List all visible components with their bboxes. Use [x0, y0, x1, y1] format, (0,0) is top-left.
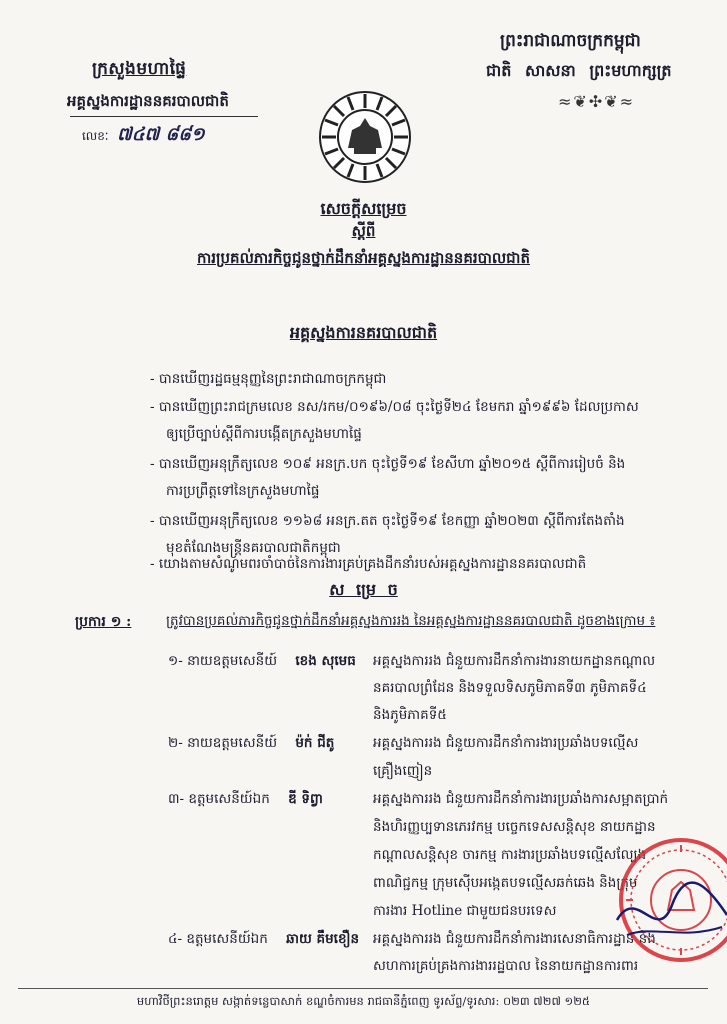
preamble-line: - យោងតាមសំណូមពរចាំបាច់នៃការងារគ្រប់គ្រងដឹកនាំរបស់អគ្គស្នងការដ្ឋាននគរបាលជាតិ	[150, 556, 587, 572]
document-type: សេចក្តីសម្រេច	[320, 199, 407, 218]
signature-icon	[612, 865, 727, 955]
role-line: ការងារ Hotline ជាមួយជនបរទេស	[373, 903, 557, 919]
role-line: គ្រឿងញៀន	[373, 763, 433, 779]
assignee-rank: ៣- ឧត្តមសេនីយ៍ឯក	[168, 791, 270, 807]
department-name: អគ្គស្នងការដ្ឋាននគរបាលជាតិ	[67, 92, 229, 110]
assignee-rank: ១- នាយឧត្តមសេនីយ៍	[168, 653, 278, 669]
preamble-line: - បានឃើញអនុក្រឹត្យលេខ ១១៦៨ អនក្រ.តត ចុះថ្ងៃទី១៩ ខែកញ្ញា ឆ្នាំ២០២៣ ស្តីពីការតែងតាំង	[150, 513, 625, 529]
national-motto: ជាតិ សាសនា ព្រះមហាក្សត្រ	[486, 61, 672, 80]
assignee-name	[168, 652, 356, 672]
preamble-line: - បានឃើញអនុក្រឹត្យលេខ ១០៩ អនក្រ.បក ចុះថ្ងៃទី១៩ ខែសីហា ឆ្នាំ២០១៥ ស្តីពីការរៀបចំ និង	[150, 456, 626, 472]
police-emblem-icon	[318, 90, 412, 184]
role-line: និងភូមិភាគទី៥	[373, 707, 447, 723]
assignee-rank: ២- នាយឧត្តមសេនីយ៍	[168, 735, 278, 751]
preamble-line: - បានឃើញរដ្ឋធម្មនុញ្ញនៃព្រះរាជាណាចក្រកម្ពុជា	[150, 371, 387, 387]
about-label: ស្តីពី	[351, 222, 376, 240]
assignee-fullname: ម៉ក់ ជីតូ	[295, 735, 335, 751]
number-value: ៧៤៧ ៨៨១	[116, 124, 205, 145]
preamble-line: ការប្រព្រឹត្តទៅនៃក្រសួងមហាផ្ទៃ	[166, 483, 320, 499]
role-line: និងហិរញ្ញប្បទានភេរវកម្ម បច្ចេកទេសសន្តិសុខ នាយកដ្ឋាន	[373, 819, 656, 835]
role-line: អគ្គស្នងការរង ជំនួយការដឹកនាំការងារប្រឆាំងការសម្អាតប្រាក់	[373, 791, 669, 807]
assignee-name	[168, 930, 359, 950]
number-label: លេខៈ	[82, 129, 109, 143]
preamble-line: ឲ្យប្រើច្បាប់ស្តីពីការបង្កើតក្រសួងមហាផ្ទៃ	[166, 426, 362, 442]
header-divider	[70, 116, 258, 117]
reference-number	[82, 122, 205, 149]
footer-address: មហាវិថីព្រះនរោត្តម សង្កាត់ទន្លេបាសាក់ ខណ្ឌចំការមន រាជធានីភ្នំពេញ ទូរស័ព្ទ/ទូរសារ: ០២៣ ៧២៧ ១២៥	[136, 994, 591, 1008]
assignee-rank: ៤- ឧត្តមសេនីយ៍ឯក	[168, 931, 268, 947]
preamble-line: - បានឃើញព្រះរាជក្រមលេខ នស/រកម/០១៩៦/០៨ ចុះថ្ងៃទី២៤ ខែមករា ឆ្នាំ១៩៩៦ ដែលប្រកាស	[150, 399, 639, 415]
role-line: អគ្គស្នងការរង ជំនួយការដឹកនាំការងារនាយកដ្ឋានកណ្តាល	[373, 653, 656, 669]
footer-divider	[18, 988, 708, 989]
ministry-name: ក្រសួងមហាផ្ទៃ	[92, 59, 187, 79]
assignee-fullname: ឆាយ គឹមខឿន	[286, 931, 360, 947]
role-line: សហការគ្រប់គ្រងការងាររដ្ឋបាល នៃនាយកដ្ឋានការពារ	[373, 958, 639, 974]
role-line: អគ្គស្នងការរង ជំនួយការដឹកនាំការងារប្រឆាំងបទល្មើស	[373, 735, 639, 751]
assignee-name	[168, 734, 334, 754]
article-label: ប្រការ ១ :	[75, 614, 132, 630]
assignee-fullname: ឌី ទិព្វា	[288, 791, 323, 807]
kingdom-name: ព្រះរាជាណាចក្រកម្ពុជា	[500, 31, 641, 51]
role-line: នគរបាលព្រំដែន និងទទួលទិសភូមិភាគទី៣ ភូមិភាគទី៤	[373, 680, 647, 696]
document-subject: ការប្រគល់ភារកិច្ចជូនថ្នាក់ដឹកនាំអគ្គស្នងការដ្ឋាននគរបាលជាតិ	[197, 249, 530, 267]
decision-heading: ស ម្រេ ច	[329, 580, 398, 599]
preamble-line: មុខតំណែងមន្ត្រីនគរបាលជាតិកម្ពុជា	[166, 540, 341, 556]
role-line: កណ្តាលសន្តិសុខ ចារកម្ម ការងារប្រឆាំងបទល្មើសល្បែង	[373, 847, 647, 863]
assignee-name	[168, 790, 323, 810]
ornament-divider: ≈❦✣❦≈	[558, 92, 636, 111]
role-line: អគ្គស្នងការរង ជំនួយការដឹកនាំការងារសេនាធិការដ្ឋាន និង	[373, 931, 656, 947]
issuer-title: អគ្គស្នងការនគរបាលជាតិ	[289, 323, 438, 342]
role-line: ពាណិជ្ជកម្ម ក្រុមស៊ើបអង្កេតបទល្មើសឆក់ឆេង និងក្រុម	[373, 875, 638, 891]
assignee-fullname: ខេង សុមេធ	[295, 653, 356, 669]
article-text: ត្រូវបានប្រគល់ភារកិច្ចជូនថ្នាក់ដឹកនាំអគ្គស្នងការរង នៃអគ្គស្នងការដ្ឋាននគរបាលជាតិ ដូចខាងក្រោម ៖	[166, 613, 656, 629]
